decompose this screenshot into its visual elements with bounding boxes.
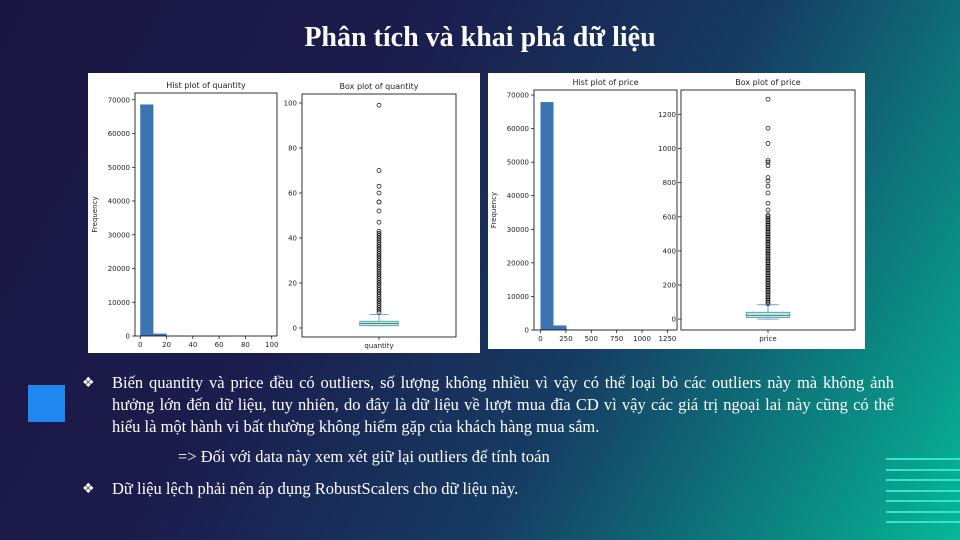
outlier-point [766,208,770,212]
hist-bar [541,102,554,330]
x-axis-label: quantity [364,342,394,350]
outlier-point [766,97,770,101]
diamond-bullet-icon: ❖ [82,375,95,391]
x-tick-label: 1000 [633,335,651,343]
y-tick-label: 70000 [506,91,529,100]
plot-frame [135,93,277,336]
chart-title: Box plot of price [735,78,801,87]
x-tick-label: 250 [559,335,573,343]
bullet-text-scaler: Dữ liệu lệch phải nên áp dụng RobustScalers cho dữ liệu này. [112,479,519,498]
outlier-point [766,191,770,195]
y-tick-label: 10000 [506,292,529,301]
hist-bar [140,104,153,336]
y-tick-label: 400 [662,247,676,256]
y-tick-label: 30000 [107,231,130,240]
x-tick-label: 100 [265,341,279,349]
y-tick-label: 0 [524,326,529,335]
deco-line [886,500,960,502]
deco-line [886,469,960,471]
y-tick-label: 20000 [506,259,529,268]
diamond-bullet-icon: ❖ [82,481,95,497]
y-tick-label: 1200 [658,111,676,120]
deco-line [886,490,960,492]
x-tick-label: 0 [138,341,143,349]
x-axis-label: price [759,335,777,343]
bullet-list [82,372,894,500]
y-tick-label: 50000 [506,158,529,167]
y-tick-label: 200 [662,281,676,290]
y-tick-label: 60000 [107,130,130,138]
price-charts-svg [488,73,865,349]
y-tick-label: 30000 [506,225,529,234]
y-tick-label: 0 [292,324,297,333]
accent-square [28,385,65,422]
bullet-item-outliers [82,372,894,438]
iqr-box [746,312,790,317]
price-charts-panel [488,73,865,349]
y-tick-label: 20000 [107,265,130,273]
y-tick-label: 0 [671,315,676,324]
y-tick-label: 60 [288,189,297,198]
hist-bar [554,325,567,330]
y-tick-label: 10000 [107,298,130,307]
chart-title: Hist plot of quantity [166,81,246,90]
x-tick-label: 60 [214,341,224,349]
quantity-charts-svg [88,73,480,353]
chart-title: Box plot of quantity [339,82,419,91]
y-tick-label: 50000 [107,163,130,172]
y-tick-label: 800 [662,179,676,188]
outlier-point [377,220,381,224]
y-tick-label: 600 [662,213,676,222]
slide-title: Phân tích và khai phá dữ liệu [304,22,656,53]
outlier-point [766,201,770,205]
x-tick-label: 500 [584,335,598,343]
outlier-point [377,200,381,204]
y-axis-label: Frequency [91,196,99,233]
y-tick-label: 1000 [658,145,676,154]
y-tick-label: 40 [288,234,297,243]
outlier-point [766,126,770,130]
x-tick-label: 0 [538,335,543,343]
bullet-text-outliers: Biến quantity và price đều có outliers, số lượng không nhiều vì vậy có thể loại bỏ các outliers này mà không ảnh hưởng lớn đến dữ liệu, tuy nhiên, do đây là dữ liệu về lượt mua đĩa CD vì vậy các giá trị ngoại lai này cũng có thể hiểu là một hành vi bất thường không hiếm gặp của khách hàng mua sắm. [112,373,894,436]
bullet-item-scaler [82,478,894,500]
y-tick-label: 60000 [506,125,529,134]
deco-line [886,511,960,513]
outlier-point [766,184,770,188]
deco-line [886,479,960,481]
y-tick-label: 40000 [506,192,529,201]
plot-frame [534,90,677,330]
decorative-lines [886,458,960,532]
y-tick-label: 40000 [107,197,130,206]
x-tick-label: 80 [240,341,250,349]
y-axis-label: Frequency [490,191,498,229]
conclusion-text: => Đối với data này xem xét giữ lại outliers để tính toán [178,447,550,466]
outlier-point [377,191,381,195]
outlier-point [766,142,770,146]
outlier-point [377,184,381,188]
quantity-charts-panel [88,73,480,353]
outlier-point [377,103,381,107]
y-tick-label: 0 [125,332,130,341]
deco-line [886,521,960,523]
x-tick-label: 20 [162,341,172,349]
y-tick-label: 20 [288,279,297,288]
y-tick-label: 80 [288,144,297,153]
x-tick-label: 1250 [658,335,677,343]
outlier-point [377,169,381,173]
outlier-point [377,209,381,213]
y-tick-label: 100 [283,99,297,108]
y-tick-label: 70000 [107,96,130,105]
x-tick-label: 750 [609,335,624,343]
deco-line [886,458,960,460]
x-tick-label: 40 [188,341,198,349]
chart-title: Hist plot of price [572,78,639,87]
